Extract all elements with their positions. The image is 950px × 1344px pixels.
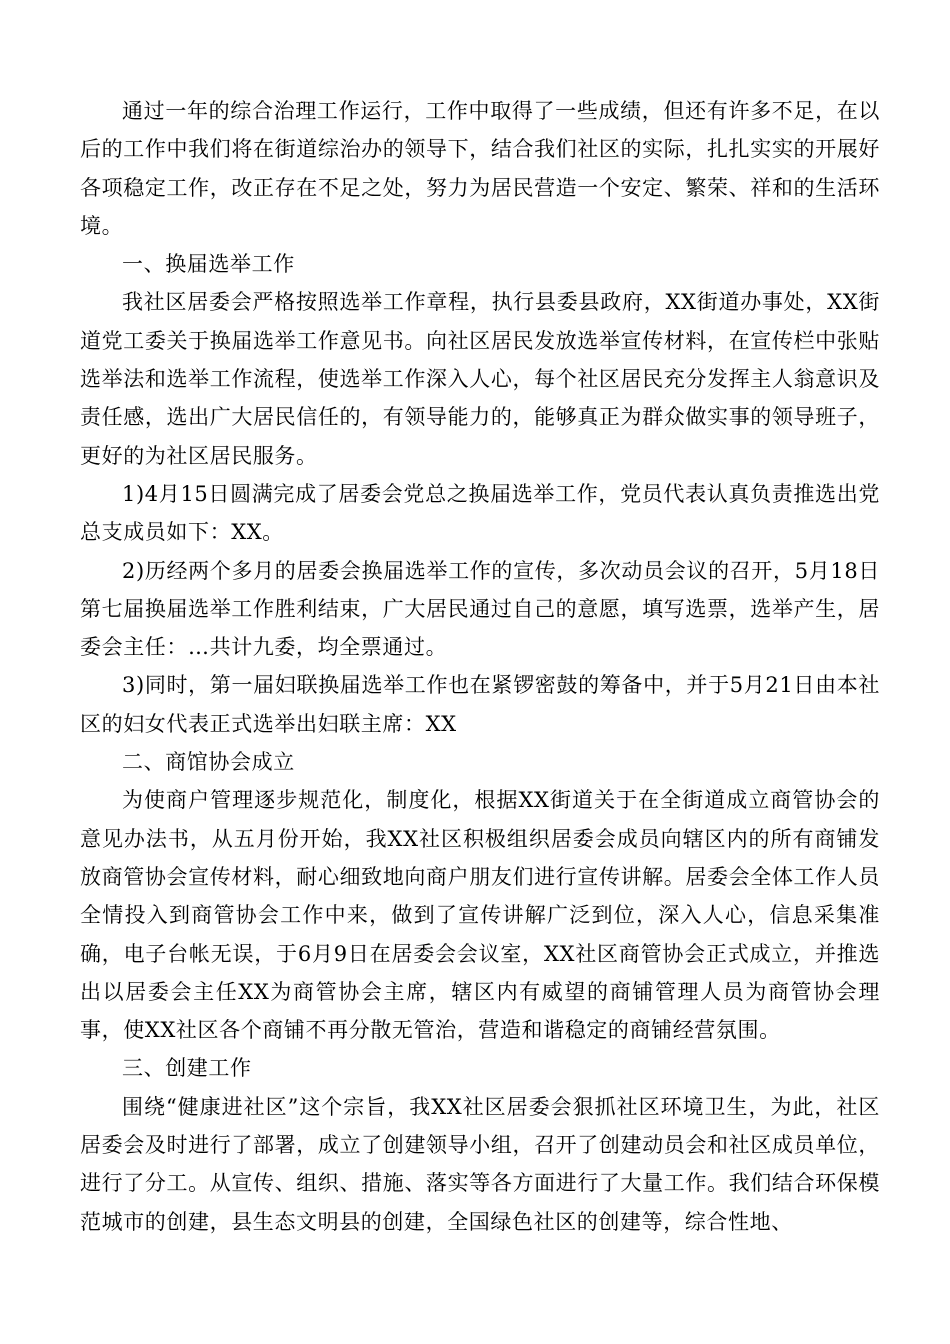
paragraph-election-item-3: 3)同时，第一届妇联换届选举工作也在紧锣密鼓的筹备中，并于5月21日由本社区的妇女代表正式选举出妇联主席：XX [80, 673, 880, 736]
paragraph-association: 为使商户管理逐步规范化，制度化，根据XX街道关于在全街道成立商管协会的意见办法书，从五月份开始，我XX社区积极组织居委会成员向辖区内的所有商铺发放商管协会宣传材料，耐心细致地向商户朋友们进行宣传讲解。居委会全体工作人员全情投入到商管协会工作中来，做到了宣传讲解广泛到位，深入人心，信息采集准确，电子台帐无误，于6月9日在居委会会议室，XX社区商管协会正式成立，并推选出以居委会主任XX为商管协会主席，辖区内有威望的商铺管理人员为商管协会理事，使XX社区各个商铺不再分散无管治，营造和谐稳定的商铺经营氛围。 [80, 788, 880, 1043]
section-heading-association: 二、商馆协会成立 [122, 750, 295, 775]
document-body [80, 92, 880, 1241]
paragraph-intro: 通过一年的综合治理工作运行，工作中取得了一些成绩，但还有许多不足，在以后的工作中我们将在街道综治办的领导下，结合我们社区的实际，扎扎实实的开展好各项稳定工作，改正存在不足之处，努力为居民营造一个安定、繁荣、祥和的生活环境。 [80, 99, 880, 238]
paragraph-election-overview: 我社区居委会严格按照选举工作章程，执行县委县政府，XX街道办事处，XX街道党工委关于换届选举工作意见书。向社区居民发放选举宣传材料，在宣传栏中张贴选举法和选举工作流程，使选举工作深入人心，每个社区居民充分发挥主人翁意识及责任感，选出广大居民信任的，有领导能力的，能够真正为群众做实事的领导班子，更好的为社区居民服务。 [80, 290, 880, 468]
paragraph-election-item-1: 1)4月15日圆满完成了居委会党总之换届选举工作，党员代表认真负责推选出党总支成员如下：XX。 [80, 481, 880, 545]
paragraph-creation: 围绕“健康进社区”这个宗旨，我XX社区居委会狠抓社区环境卫生，为此，社区居委会及时进行了部署，成立了创建领导小组，召开了创建动员会和社区成员单位，进行了分工。从宣传、组织、措施、落实等各方面进行了大量工作。我们结合环保模范城市的创建，县生态文明县的创建，全国绿色社区的创建等，综合性地、 [80, 1094, 881, 1234]
section-heading-creation: 三、创建工作 [122, 1056, 252, 1081]
paragraph-election-item-2: 2)历经两个多月的居委会换届选举工作的宣传，多次动员会议的召开，5月18日第七届换届选举工作胜利结束，广大居民通过自己的意愿，填写选票，选举产生，居委会主任：…共计九委，均全票通过。 [80, 558, 880, 660]
section-heading-election: 一、换届选举工作 [122, 252, 295, 277]
